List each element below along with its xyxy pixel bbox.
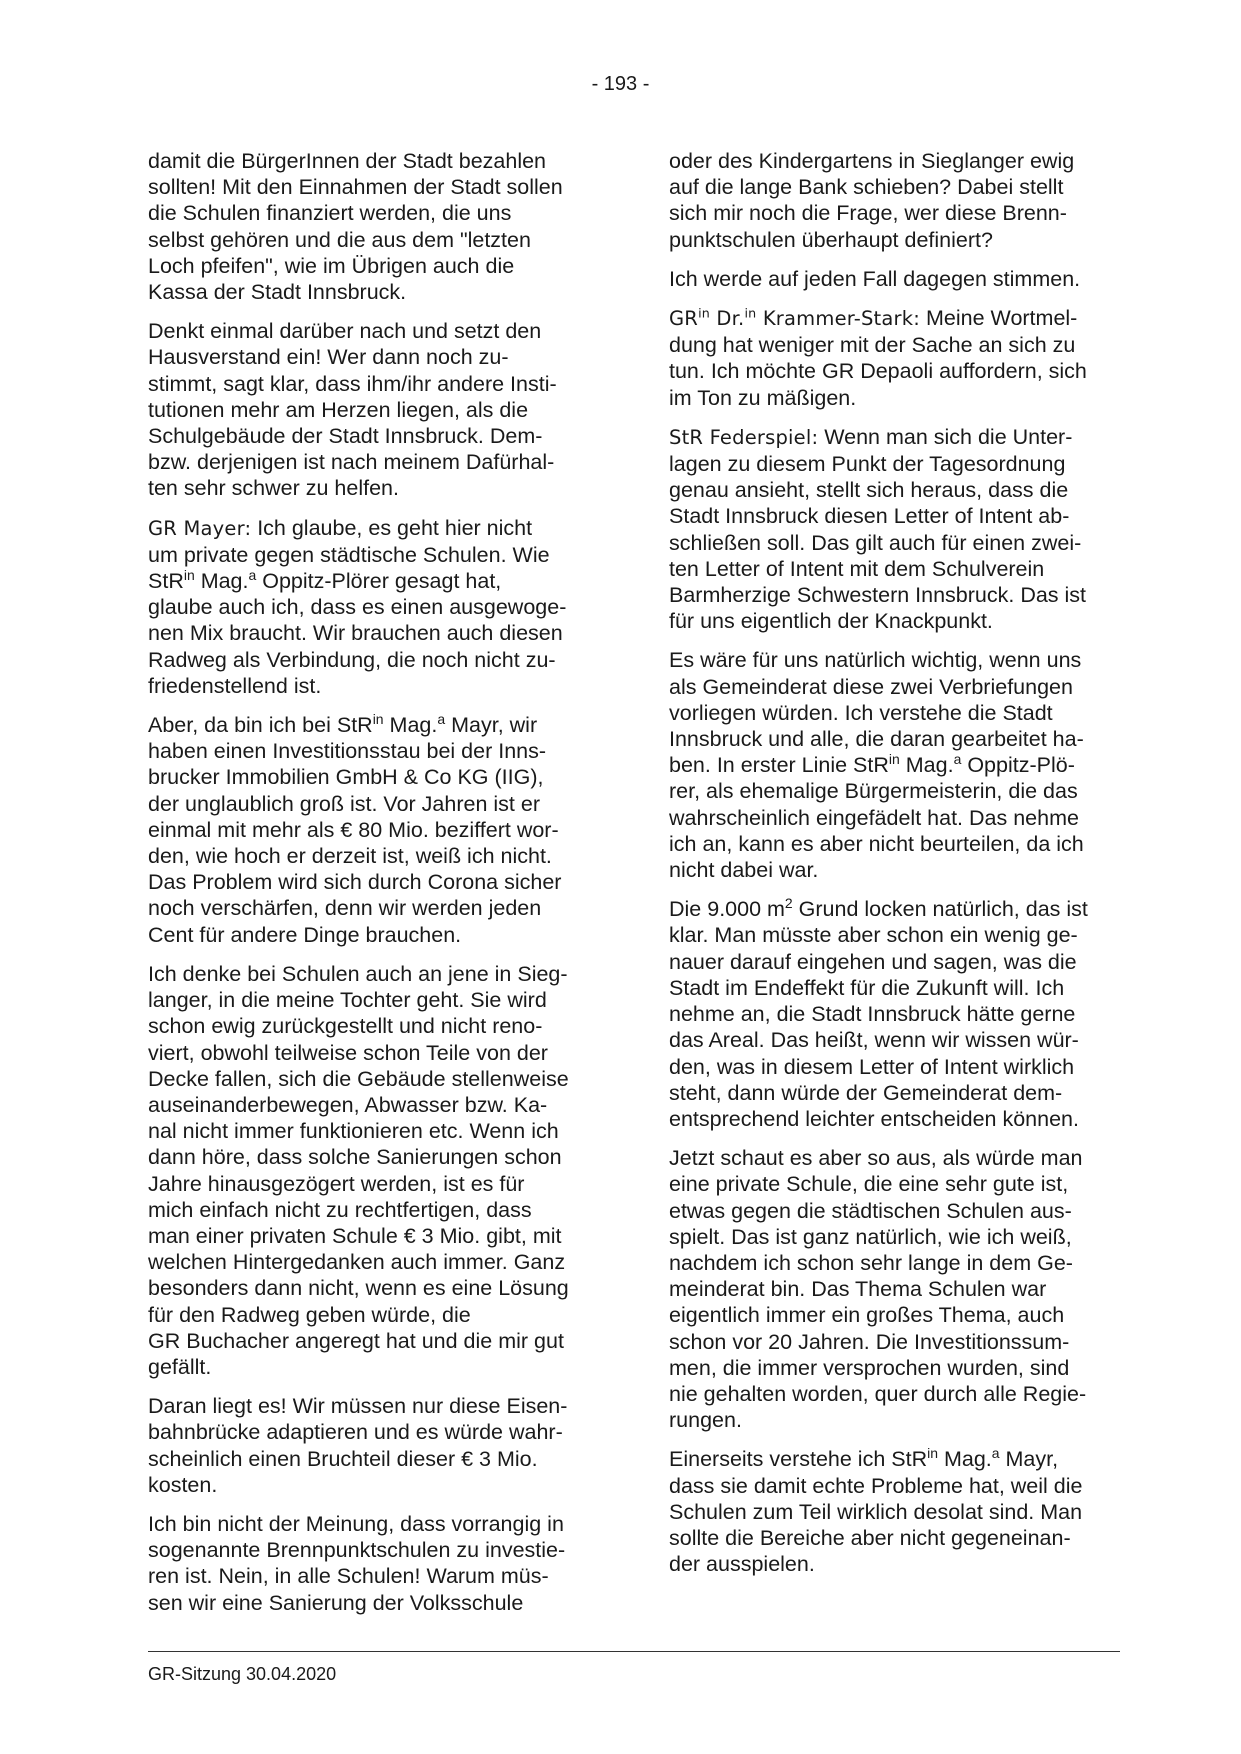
speech-paragraph <box>148 515 600 699</box>
text-line: rer, als ehemalige Bürgermeisterin, die das <box>669 779 1078 804</box>
paragraph <box>669 647 1121 883</box>
text-line: etwas gegen die städtischen Schulen aus- <box>669 1198 1072 1223</box>
text-line: glaube auch ich, dass es einen ausgewoge- <box>148 595 567 620</box>
text-segment: Oppitz-Plö- <box>961 753 1075 778</box>
text-line: sogenannte Brennpunktschulen zu investie- <box>148 1538 566 1563</box>
text-line: nicht dabei war. <box>669 858 819 883</box>
speaker-name: StR Federspiel: <box>669 425 819 449</box>
text-segment: Oppitz-Plörer gesagt hat, <box>256 569 502 594</box>
text-line: der ausspielen. <box>669 1552 815 1577</box>
text-line: haben einen Investitionsstau bei der Inns- <box>148 739 547 764</box>
text-line: mich einfach nicht zu rechtfertigen, dass <box>148 1197 532 1222</box>
text-line: Stadt Innsbruck diesen Letter of Intent ab- <box>669 504 1070 529</box>
speech-paragraph <box>669 305 1121 411</box>
text-line: rungen. <box>669 1408 742 1433</box>
text-line: scheinlich einen Bruchteil dieser € 3 Mio. <box>148 1446 538 1471</box>
text-line: brucker Immobilien GmbH & Co KG (IIG), <box>148 765 544 790</box>
text-line: Jetzt schaut es aber so aus, als würde man <box>669 1146 1083 1171</box>
text-segment: StR <box>148 569 184 594</box>
speaker-name <box>669 307 920 330</box>
text-line: Loch pfeifen", wie im Übrigen auch die <box>148 253 515 278</box>
text-segment: Mayr, <box>999 1447 1059 1472</box>
speech-text: Wenn man sich die Unter- <box>818 424 1073 449</box>
text-line: Jahre hinausgezögert werden, ist es für <box>148 1171 525 1196</box>
text-line <box>669 424 1121 451</box>
paragraph <box>148 712 600 948</box>
text-line: ten sehr schwer zu helfen. <box>148 476 399 501</box>
text-line: sich mir noch die Frage, wer diese Brenn- <box>669 201 1067 226</box>
text-line: meinderat bin. Das Thema Schulen war <box>669 1277 1047 1302</box>
text-line: gefällt. <box>148 1354 212 1379</box>
text-line: ren ist. Nein, in alle Schulen! Warum müs- <box>148 1564 549 1589</box>
text-segment: ben. In erster Linie StR <box>669 753 889 778</box>
text-line: ten Letter of Intent mit dem Schulverein <box>669 556 1045 581</box>
text-line <box>148 568 600 594</box>
text-line <box>148 712 600 738</box>
text-line: Hausverstand ein! Wer dann noch zu- <box>148 345 509 370</box>
speech-paragraph <box>669 424 1121 635</box>
text-line: das Areal. Das heißt, wenn wir wissen wür- <box>669 1028 1079 1053</box>
paragraph <box>148 148 600 305</box>
text-line: klar. Man müsste aber schon ein wenig ge- <box>669 923 1078 948</box>
paragraph <box>148 961 600 1380</box>
text-line: selbst gehören und die aus dem "letzten <box>148 227 531 252</box>
text-segment: Die 9.000 m <box>669 897 785 922</box>
text-line: für den Radweg geben würde, die <box>148 1302 471 1327</box>
text-segment: Mag. <box>899 753 954 778</box>
text-line: einmal mit mehr als € 80 Mio. beziffert wor- <box>148 817 559 842</box>
text-line: noch verschärfen, denn wir werden jeden <box>148 896 542 921</box>
text-line: wahrscheinlich eingefädelt hat. Das nehme <box>669 805 1079 830</box>
paragraph <box>148 1511 600 1616</box>
text-segment: Mag. <box>383 713 438 738</box>
text-line: friedenstellend ist. <box>148 673 322 698</box>
paragraph <box>669 896 1121 1132</box>
text-line: schließen soll. Das gilt auch für einen zwei- <box>669 530 1082 555</box>
text-line: auf die lange Bank schieben? Dabei stellt <box>669 175 1064 200</box>
text-line: welchen Hintergedanken auch immer. Ganz <box>148 1250 566 1275</box>
text-line: dann höre, dass solche Sanierungen schon <box>148 1145 562 1170</box>
text-line: bahnbrücke adaptieren und es würde wahr- <box>148 1420 563 1445</box>
text-line: dass sie damit echte Probleme hat, weil die <box>669 1473 1083 1498</box>
text-line: damit die BürgerInnen der Stadt bezahlen <box>148 149 547 173</box>
superscript: 2 <box>784 895 793 912</box>
superscript: in <box>183 566 195 583</box>
superscript: in <box>927 1445 938 1462</box>
text-line: Decke fallen, sich die Gebäude stellenweise <box>148 1066 569 1091</box>
text-line: nehme an, die Stadt Innsbruck hätte gerne <box>669 1002 1076 1027</box>
text-line: oder des Kindergartens in Sieglanger ewig <box>669 149 1075 173</box>
text-line: Schulen zum Teil wirklich desolat sind. Man <box>669 1499 1083 1524</box>
text-segment: Grund locken natürlich, das ist <box>792 897 1088 922</box>
text-line <box>669 1446 1121 1472</box>
left-column <box>148 148 600 1629</box>
speech-text: Meine Wortmel- <box>920 306 1078 331</box>
text-line <box>148 515 600 542</box>
superscript: a <box>953 751 962 768</box>
text-line: nie gehalten worden, quer durch alle Regie- <box>669 1381 1087 1406</box>
footer-divider <box>148 1651 1120 1652</box>
text-line: die Schulen finanziert werden, die uns <box>148 201 512 226</box>
text-line: besonders dann nicht, wenn es eine Lösung <box>148 1276 569 1301</box>
page-number: - 193 - <box>591 73 650 95</box>
text-line: langer, in die meine Tochter geht. Sie wird <box>148 988 547 1013</box>
paragraph <box>669 1145 1121 1433</box>
text-line: Ich bin nicht der Meinung, dass vorrangig in <box>148 1511 564 1536</box>
text-line: den, was in diesem Letter of Intent wirklich <box>669 1054 1075 1079</box>
text-line: vorliegen würden. Ich verstehe die Stadt <box>669 700 1053 725</box>
text-segment: Mag. <box>937 1447 992 1472</box>
text-line: schon vor 20 Jahren. Die Investitionssum- <box>669 1329 1070 1354</box>
text-line: der unglaublich groß ist. Vor Jahren ist er <box>148 791 540 816</box>
text-line: sen wir eine Sanierung der Volksschule <box>148 1590 524 1615</box>
text-segment: Krammer-Stark: <box>756 307 921 331</box>
superscript: a <box>248 566 257 583</box>
text-segment: Mayr, wir <box>445 713 538 738</box>
superscript: a <box>437 710 446 727</box>
superscript: in <box>744 305 757 321</box>
text-line: men, die immer versprochen wurden, sind <box>669 1355 1070 1380</box>
text-line: Stadt im Endeffekt für die Zukunft will. Ich <box>669 975 1065 1000</box>
text-line: spielt. Das ist ganz natürlich, wie ich weiß, <box>669 1224 1072 1249</box>
text-line: viert, obwohl teilweise schon Teile von der <box>148 1040 548 1065</box>
text-line: Denkt einmal darüber nach und setzt den <box>148 319 542 344</box>
superscript: in <box>698 305 711 321</box>
footer-session-date: GR-Sitzung 30.04.2020 <box>148 1664 337 1684</box>
text-line: den, wie hoch er derzeit ist, weiß ich nicht. <box>148 844 552 869</box>
text-line: tun. Ich möchte GR Depaoli auffordern, sich <box>669 359 1087 384</box>
text-line: im Ton zu mäßigen. <box>669 385 857 410</box>
text-line <box>669 896 1121 922</box>
text-line: um private gegen städtische Schulen. Wie <box>148 542 550 567</box>
superscript: in <box>372 710 384 727</box>
text-line: Ich werde auf jeden Fall dagegen stimmen. <box>669 266 1081 291</box>
text-line: steht, dann würde der Gemeinderat dem- <box>669 1080 1063 1105</box>
paragraph <box>669 1446 1121 1577</box>
text-segment: Dr. <box>710 307 745 331</box>
text-line: genau ansieht, stellt sich heraus, dass die <box>669 478 1069 503</box>
text-segment: Mag. <box>194 569 249 594</box>
text-line: entsprechend leichter entscheiden können. <box>669 1106 1079 1131</box>
text-line: Barmherzige Schwestern Innsbruck. Das ist <box>669 583 1087 608</box>
text-line: punktschulen überhaupt definiert? <box>669 227 993 252</box>
text-line <box>669 752 1121 778</box>
text-line: eine private Schule, die eine sehr gute ist, <box>669 1172 1069 1197</box>
text-line: Ich denke bei Schulen auch an jene in Sieg- <box>148 961 568 986</box>
paragraph <box>148 318 600 501</box>
text-line: auseinanderbewegen, Abwasser bzw. Ka- <box>148 1092 548 1117</box>
text-line: Daran liegt es! Wir müssen nur diese Eisen- <box>148 1394 568 1419</box>
text-line: man einer privaten Schule € 3 Mio. gibt, mit <box>148 1223 562 1248</box>
text-line: schon ewig zurückgestellt und nicht reno- <box>148 1014 543 1039</box>
speaker-name: GR Mayer: <box>148 516 252 540</box>
superscript: a <box>991 1445 1000 1462</box>
text-line: lagen zu diesem Punkt der Tagesordnung <box>669 452 1066 477</box>
text-line: Kassa der Stadt Innsbruck. <box>148 280 407 305</box>
text-line: nen Mix braucht. Wir brauchen auch diesen <box>148 621 563 646</box>
paragraph <box>669 266 1121 292</box>
text-line: Schulgebäude der Stadt Innsbruck. Dem- <box>148 424 543 449</box>
text-line: Innsbruck und alle, die daran gearbeitet ha- <box>669 727 1084 752</box>
text-line: kosten. <box>148 1472 218 1497</box>
text-segment: Einerseits verstehe ich StR <box>669 1447 928 1472</box>
text-line: stimmt, sagt klar, dass ihm/ihr andere Insti- <box>148 371 557 396</box>
text-line: Cent für andere Dinge brauchen. <box>148 922 462 947</box>
paragraph <box>148 1393 600 1498</box>
text-line: Es wäre für uns natürlich wichtig, wenn uns <box>669 648 1082 673</box>
text-line <box>669 305 1121 332</box>
paragraph <box>669 148 1121 253</box>
text-line: eigentlich immer ein großes Thema, auch <box>669 1303 1065 1328</box>
superscript: in <box>888 751 900 768</box>
text-line: sollte die Bereiche aber nicht gegeneinan- <box>669 1525 1071 1550</box>
text-line: bzw. derjenigen ist nach meinem Dafürhal- <box>148 450 555 475</box>
text-line: ich an, kann es aber nicht beurteilen, da ich <box>669 831 1084 856</box>
text-segment: Aber, da bin ich bei StR <box>148 713 373 738</box>
text-line: nal nicht immer funktionieren etc. Wenn ich <box>148 1119 559 1144</box>
text-line: Das Problem wird sich durch Corona sicher <box>148 870 562 895</box>
text-segment: GR <box>669 307 699 331</box>
text-line: GR Buchacher angeregt hat und die mir gut <box>148 1328 564 1353</box>
speech-text: Ich glaube, es geht hier nicht <box>251 515 533 540</box>
text-line: sollten! Mit den Einnahmen der Stadt sollen <box>148 175 563 200</box>
text-line: Radweg als Verbindung, die noch nicht zu- <box>148 647 556 672</box>
text-line: tutionen mehr am Herzen liegen, als die <box>148 397 529 422</box>
text-line: nachdem ich schon sehr lange in dem Ge- <box>669 1250 1073 1275</box>
text-line: dung hat weniger mit der Sache an sich zu <box>669 333 1076 358</box>
right-column <box>669 148 1121 1590</box>
text-line: nauer darauf eingehen und sagen, was die <box>669 949 1077 974</box>
text-line: für uns eigentlich der Knackpunkt. <box>669 609 993 634</box>
text-line: als Gemeinderat diese zwei Verbriefungen <box>669 674 1073 699</box>
